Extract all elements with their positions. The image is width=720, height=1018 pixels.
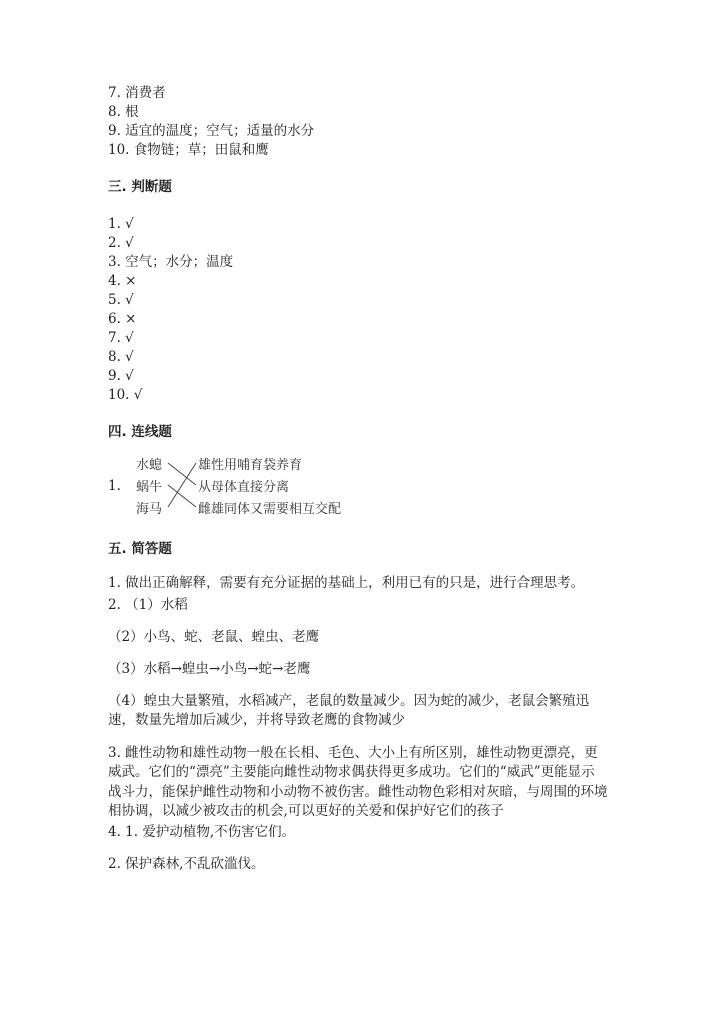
answer-line: 5. √ [108, 292, 134, 308]
section-title-judgement: 三. 判断题 [108, 179, 172, 195]
answer-line: 7. 消费者 [108, 85, 166, 101]
answer-line: 9. 适宜的温度；空气；适量的水分 [108, 123, 315, 139]
short-answer-3: 3. 雌性动物和雄性动物一般在长相、毛色、大小上有所区别，雄性动物更漂亮，更威武。它们的“漂亮”主要能向雌性动物求偶获得更多成功。它们的“威武”更能显示战斗力，能保护雌性动物和小动物不被伤害。雌性动物色彩相对灰暗，与周围的环境相协调，以减少被攻击的机会,可以更好的关爱和保护好它们的孩子 [108, 744, 608, 819]
short-answer-2-part4: （4）蝗虫大量繁殖，水稻减产，老鼠的数量减少。因为蛇的减少，老鼠会繁殖迅速，数量先增加后减少，并将导致老鹰的食物减少 [108, 692, 590, 728]
section-title-matching: 四. 连线题 [108, 424, 172, 440]
right-item-hermaphrodite: 雌雄同体又需要相互交配 [198, 502, 342, 517]
right-item-budding: 从母体直接分离 [198, 480, 290, 495]
answer-line: 10. √ [108, 387, 143, 403]
right-item-brood-pouch: 雄性用哺育袋养育 [198, 458, 303, 473]
answer-line: 2. √ [108, 235, 134, 251]
answer-line: 4. × [108, 273, 137, 289]
short-answer-2-part3: （3）水稻→蝗虫→小鸟→蛇→老鹰 [108, 660, 311, 677]
judgement-answers [108, 215, 608, 405]
matching-diagram [108, 454, 608, 520]
connector-seahorse-to-brood-pouch [168, 463, 196, 507]
answer-line: 1. √ [108, 216, 134, 232]
answer-line: 8. 根 [108, 104, 139, 120]
answer-line: 7. √ [108, 330, 134, 346]
short-answer-2-part2: （2）小鸟、蛇、老鼠、蝗虫、老鹰 [108, 628, 320, 645]
answer-page [108, 84, 608, 874]
answer-line: 3. 空气；水分；温度 [108, 254, 234, 270]
answer-line: 10. 食物链；草；田鼠和鹰 [108, 142, 269, 158]
answer-line: 8. √ [108, 349, 134, 365]
fill-answers-tail [108, 84, 608, 160]
matching-item-number: 1. [108, 478, 121, 494]
short-answer-4-part1: 4. 1. 爱护动植物,不伤害它们。 [108, 823, 296, 840]
answer-line: 6. × [108, 311, 137, 327]
section-title-short-answer: 五. 简答题 [108, 541, 172, 557]
left-item-seahorse: 海马 [136, 502, 163, 517]
connector-snail-to-hermaphrodite [168, 485, 196, 507]
short-answer-4-part2: 2. 保护森林,不乱砍滥伐。 [108, 855, 265, 872]
left-item-hydra: 水螅 [136, 458, 163, 473]
short-answer-1: 1. 做出正确解释，需要有充分证据的基础上，利用已有的只是，进行合理思考。 [108, 575, 585, 591]
left-item-snail: 蜗牛 [136, 480, 163, 495]
answer-line: 9. √ [108, 368, 134, 384]
short-answer-2-part1: 2. （1）水稻 [108, 596, 188, 613]
connector-lines [108, 454, 208, 520]
connector-hydra-to-budding [168, 463, 196, 485]
